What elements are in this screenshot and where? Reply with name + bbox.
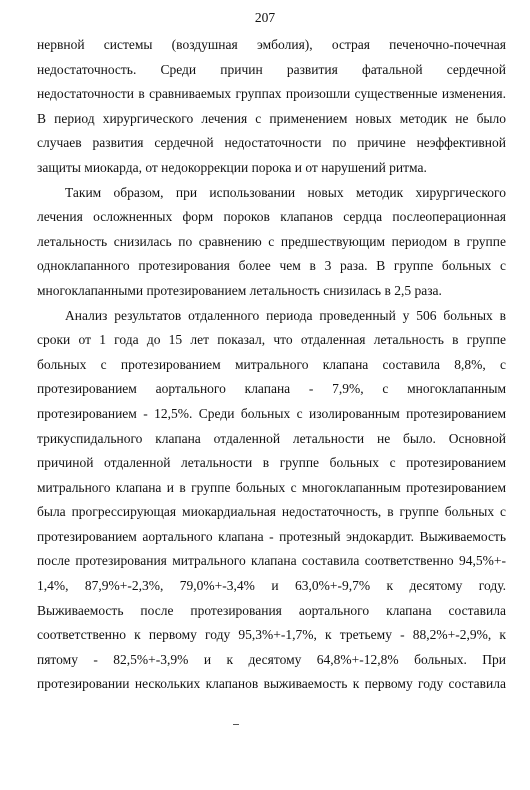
text-line: лечения осложненных форм пороков клапанов сердца послеоперационная (37, 209, 506, 225)
text-line: после протезирования митрального клапана составила соответственно 94,5%+- (37, 553, 506, 569)
text-line: многоклапанными протезированием летальность снизилась в 2,5 раза. (37, 282, 442, 298)
text-line: нервной системы (воздушная эмболия), острая печеночно-почечная (37, 37, 506, 52)
text-line: трикуспидального клапана отдаленной летальности не было. Основной (37, 430, 506, 446)
text-line: пятому - 82,5%+-3,9% и к десятому 64,8%+-12,8% больных. При (37, 651, 506, 667)
text-line: одноклапанного протезирования более чем в 3 раза. В группе больных с (37, 258, 506, 274)
text-line: недостаточности в сравниваемых группах произошли существенные изменения. (37, 86, 506, 102)
paragraph-1 (37, 33, 506, 181)
text-line: Таким образом, при использовании новых методик хирургического (65, 184, 506, 200)
text-line: В период хирургического лечения с применением новых методик не было (37, 110, 506, 126)
text-line: митрального клапана и в группе больных с многоклапанным протезированием (37, 479, 506, 495)
page-number: 207 (254, 10, 276, 25)
text-line: Анализ результатов отдаленного периода проведенный у 506 больных в (65, 307, 506, 323)
text-line: соответственно к первому году 95,3%+-1,7%, к третьему - 88,2%+-2,9%, к (37, 627, 506, 643)
paragraph-2 (37, 181, 506, 304)
text-line: 1,4%, 87,9%+-2,3%, 79,0%+-3,4% и 63,0%+-9,7% к десятому году. (37, 578, 506, 594)
paragraph-3 (37, 304, 506, 698)
footer-mark (233, 724, 239, 725)
text-line: больных с протезированием митрального клапана составила 8,8%, с (37, 356, 506, 372)
text-line: защиты миокарда, от недокоррекции порока и от нарушений ритма. (37, 159, 427, 175)
text-line: протезированием - 12,5%. Среди больных с изолированным протезированием (37, 405, 506, 421)
text-line: протезировании нескольких клапанов выживаемость к первому году составила (37, 676, 506, 692)
text-line: случаев развития сердечной недостаточности по причине неэффективной (37, 135, 506, 151)
text-line: причиной отдаленной летальности в группе больных с протезированием (37, 455, 506, 471)
text-line: протезированием аортального клапана - протезный эндокардит. Выживаемость (37, 528, 506, 544)
text-line: сроки от 1 года до 15 лет показал, что отдаленная летальность в группе (37, 332, 506, 348)
text-line: Выживаемость после протезирования аортального клапана составила (37, 602, 506, 618)
text-line: недостаточность. Среди причин развития фатальной сердечной (37, 61, 506, 77)
text-line: была прогрессирующая миокардиальная недостаточность, в группе больных с (37, 504, 506, 520)
text-line: протезированием аортального клапана - 7,9%, с многоклапанным (37, 381, 506, 397)
body-text (37, 33, 506, 697)
text-line: летальность снизилась по сравнению с предшествующим периодом в группе (37, 233, 506, 249)
